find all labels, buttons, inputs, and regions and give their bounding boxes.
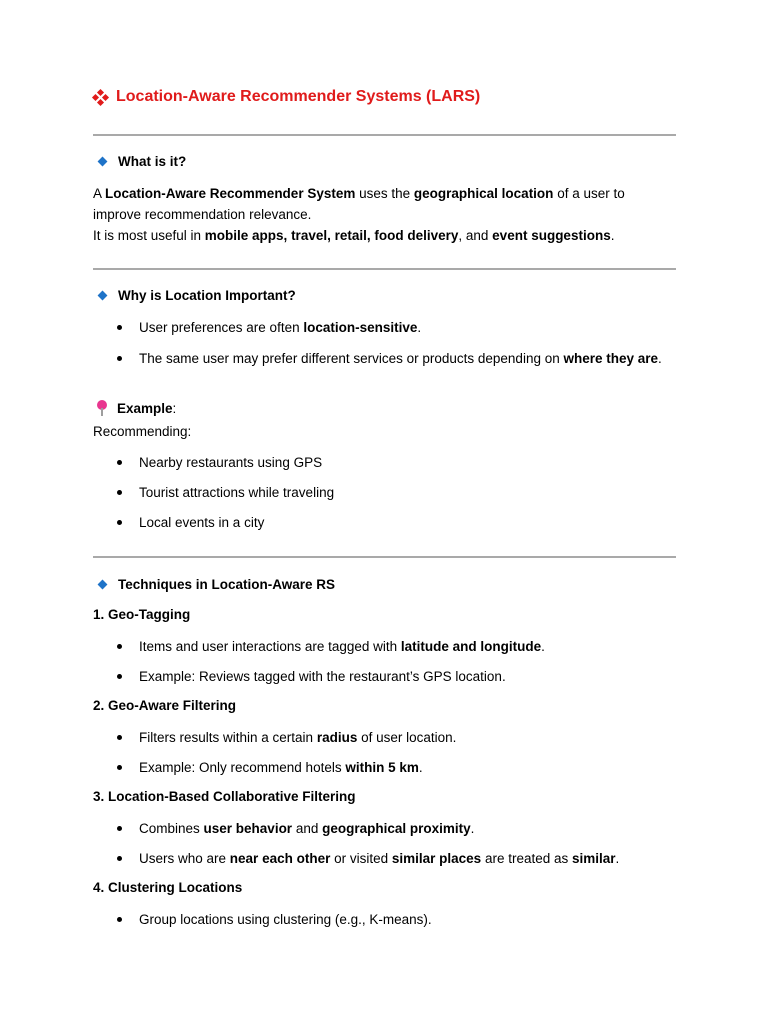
- list-item: Group locations using clustering (e.g., K-means).: [117, 909, 677, 930]
- list-item: Example: Reviews tagged with the restaurant’s GPS location.: [117, 666, 677, 687]
- bullet-dot-icon: [117, 727, 139, 748]
- page-title: [93, 88, 480, 106]
- divider: [93, 134, 676, 136]
- blue-diamond-icon: [98, 157, 108, 167]
- technique-title-4: 4. Clustering Locations: [93, 880, 243, 895]
- list-item: User preferences are often location-sensitive.: [117, 317, 677, 338]
- bullet-dot-icon: [117, 757, 139, 778]
- list-item: Local events in a city: [117, 512, 677, 533]
- divider: [93, 268, 676, 270]
- technique-title-2: 2. Geo-Aware Filtering: [93, 698, 237, 713]
- section-heading-techniques: Techniques in Location-Aware RS: [97, 577, 335, 592]
- list-item: Filters results within a certain radius of user location.: [117, 727, 677, 748]
- bullet-dot-icon: [117, 636, 139, 657]
- what-paragraph: [93, 183, 683, 246]
- list-item: Example: Only recommend hotels within 5 km.: [117, 757, 677, 778]
- pushpin-icon: [95, 400, 109, 416]
- bullet-dot-icon: [117, 818, 139, 839]
- bullet-dot-icon: [117, 317, 139, 338]
- example-intro: Recommending:: [93, 424, 192, 439]
- list-item: Items and user interactions are tagged with latitude and longitude.: [117, 636, 677, 657]
- bullet-dot-icon: [117, 452, 139, 473]
- bullet-dot-icon: [117, 512, 139, 533]
- technique-title-3: 3. Location-Based Collaborative Filtering: [93, 789, 356, 804]
- bullet-dot-icon: [117, 666, 139, 687]
- bullet-dot-icon: [117, 909, 139, 930]
- bullet-dot-icon: [117, 482, 139, 503]
- list-item: Tourist attractions while traveling: [117, 482, 677, 503]
- what-line-2: improve recommendation relevance.: [93, 207, 312, 222]
- list-item: Combines user behavior and geographical proximity.: [117, 818, 677, 839]
- four-diamond-icon: [93, 90, 108, 105]
- example-heading: Example:: [95, 400, 176, 416]
- technique-title-1: 1. Geo-Tagging: [93, 607, 191, 622]
- bullet-dot-icon: [117, 348, 139, 369]
- blue-diamond-icon: [98, 291, 108, 301]
- list-item: The same user may prefer different services or products depending on where they are.: [117, 348, 677, 369]
- section-heading-why: Why is Location Important?: [97, 288, 296, 303]
- blue-diamond-icon: [98, 580, 108, 590]
- bullet-dot-icon: [117, 848, 139, 869]
- title-text: Location-Aware Recommender Systems (LARS): [116, 88, 481, 105]
- list-item: Nearby restaurants using GPS: [117, 452, 677, 473]
- list-item: Users who are near each other or visited similar places are treated as similar.: [117, 848, 677, 869]
- what-line-3: It is most useful in mobile apps, travel, retail, food delivery, and event suggestions.: [93, 228, 615, 243]
- section-heading-what: What is it?: [97, 154, 186, 169]
- divider: [93, 556, 676, 558]
- what-line-1: A Location-Aware Recommender System uses the geographical location of a user to: [93, 186, 625, 201]
